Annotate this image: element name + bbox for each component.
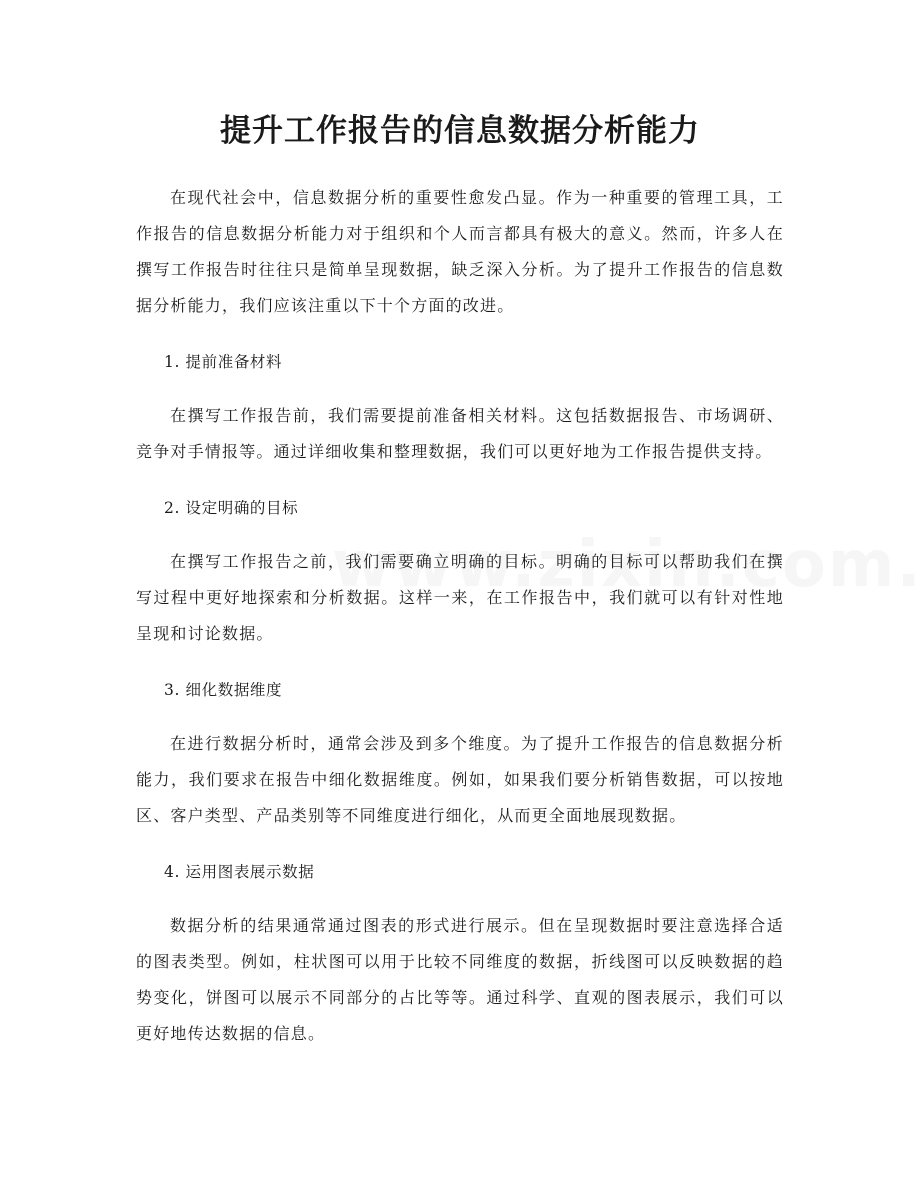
section-body-2: 在撰写工作报告之前，我们需要确立明确的目标。明确的目标可以帮助我们在撰写过程中更好地探索和分析数据。这样一来，在工作报告中，我们就可以有针对性地呈现和讨论数据。 (136, 552, 784, 643)
section-body-4: 数据分析的结果通常通过图表的形式进行展示。但在呈现数据时要注意选择合适的图表类型。例如，柱状图可以用于比较不同维度的数据，折线图可以反映数据的趋势变化，饼图可以展示不同部分的占比等等。通过科学、直观的图表展示，我们可以更好地传达数据的信息。 (136, 916, 784, 1043)
section-heading-2: 2. 设定明确的目标 (164, 499, 299, 517)
section-heading-4: 4. 运用图表展示数据 (164, 863, 315, 881)
document-body (136, 180, 784, 1072)
section-body-3: 在进行数据分析时，通常会涉及到多个维度。为了提升工作报告的信息数据分析能力，我们要求在报告中细化数据维度。例如，如果我们要分析销售数据，可以按地区、客户类型、产品类别等不同维度进行细化，从而更全面地展现数据。 (136, 734, 784, 825)
document-title: 提升工作报告的信息数据分析能力 (220, 113, 700, 149)
section-heading-1: 1. 提前准备材料 (164, 353, 283, 371)
section-heading-3: 3. 细化数据维度 (164, 681, 283, 699)
intro-paragraph: 在现代社会中，信息数据分析的重要性愈发凸显。作为一种重要的管理工具，工作报告的信息数据分析能力对于组织和个人而言都具有极大的意义。然而，许多人在撰写工作报告时往往只是简单呈现数据，缺乏深入分析。为了提升工作报告的信息数据分析能力，我们应该注重以下十个方面的改进。 (136, 188, 784, 315)
section-body-1: 在撰写工作报告前，我们需要提前准备相关材料。这包括数据报告、市场调研、竞争对手情报等。通过详细收集和整理数据，我们可以更好地为工作报告提供支持。 (136, 406, 784, 461)
